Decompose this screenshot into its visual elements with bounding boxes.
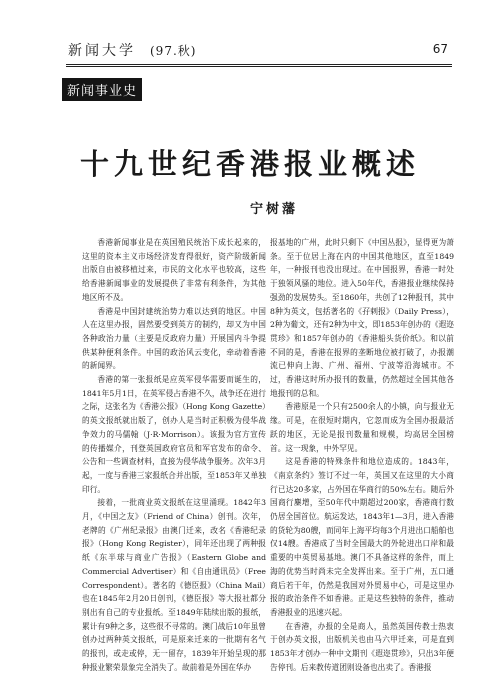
- paragraph-continued: 报基地的广州，此时只剩下《中国丛报》，显得更为萧条。至于位居上海在内的中国其他地区，直至1849年，一种报刊也没出现过。在中国报界，香港一时处于独领风骚的地位。进入50年代，香港报业继续保持强劲的发展势头。至1860年，共创了12种报刊，其中8种为英文，包括著名的《孖剌报》（Daily Press），2种为葡文，还有2种为中文，即1853年创办的《遐迩贯珍》和1857年创办的《香港船头货价纸》。和以前不同的是，香港在报界的垄断地位被打破了，办报潮流已伸向上海、广州、福州、宁波等沿海城市。不过，香港这时所办报刊的数量，仍然超过全国其他各地报刊的总和。: [270, 238, 454, 398]
- header-rule-bottom: [66, 66, 452, 67]
- paragraph: 这是香港的特殊条件和地位造成的。1843年，《南京条约》签订不过一年，英国又在这里的大小商行已达20多家，占外国在华商行的50%左右。随后外国商行麇增，至50年代中期超过200家，香港商行数仍居全国首位。航运发达，1843年1—3月，进入香港的货轮为80艘，而同年上海平均每3个月进出口船舶也仅14艘。香港成了当时全国最大的外轮进出口岸和最重要的中英贸易基地。澳门不具备这样的条件，而上海的优势当时尚未完全发挥出来。至于广州，五口通商后若干年，仍然是我国对外贸易中心，可是这里办报的政治条件不如香港。正是这些独特的条件，推动香港报业的迅速兴起。: [270, 457, 454, 617]
- running-header: [68, 40, 448, 60]
- right-column: [270, 236, 454, 672]
- page-number: 67: [432, 42, 448, 56]
- journal-name: 新闻大学: [68, 43, 136, 59]
- paragraph: 香港原是一个只有2500余人的小镇，向与报业无缘。可是，在很短时期内，它忽而成为全国办报最活跃的地区，无论是报刊数量和规模，均高居全国榜首。这一现象，中外罕见。: [270, 402, 454, 453]
- left-column: [82, 236, 266, 672]
- paragraph: 香港的第一张报纸是应英军侵华需要而诞生的，1841年5月1日，在英军侵占香港不久，战争还在进行之际，这张名为《香港公报》（Hong Kong Gazette）的英文报纸就出版了，创办人是当时正积极为侵华战争效力的马儒翰（J·R·Morrison）。该报为官方宣传的传播媒介，刊登英国政府官员和军官发布的命令、公告和一些调查材料，直接为侵华战争服务。次年3月起，一度与香港三家报纸合并出版，至1853年又单独印行。: [82, 375, 266, 494]
- header-rule-top: [66, 64, 452, 65]
- paragraph: 接着，一批商业英文报纸在这里涌现。1842年3月，《中国之友》（Friend of China）创刊。次年，老牌的《广州纪录报》由澳门迁来，改名《香港纪录报》（Hong Kong Register），同年还出现了两种报纸《东半球与商业广告报》（Eastern Globe and Commercial Advertiser）和《自由通讯员》（Free Correspondent）。著名的《德臣报》（China Mail）也在1845年2月20日创刊，《德臣报》等大报社都分别出有自己的专业报纸。至1849年陆续出版的报纸，累计有9种之多，这些很不寻常的。澳门战后10年虽曾创办过两种英文报纸，可是原来迁来的一批期有名气的报刊，或走或停，无一留存，1839年开始呈现的那种报业繁荣景象完全消失了。故前着是外国在华办: [82, 498, 266, 672]
- section-tag: 新闻事业史: [62, 78, 142, 101]
- article-author: 宁树藩: [250, 202, 299, 217]
- paragraph: 在香港，办报的全是商人，虽然英国传教士热衷于创办英文报，出版机关也由马六甲迁来，可是直到1853年才创办一种中文期刊《遐迩贯珍》，只出3年便告停刊。后来教传道团则设备也出卖了。香港报: [270, 621, 454, 672]
- article-title: 十九世纪香港报业概述: [79, 147, 420, 181]
- paragraph: 香港是中国封建统治势力难以达到的地区。中国人在这里办报，固然要受到英方的制约，却又为中国各种政治力量（主要是反政府力量）开展国内斗争提供某种便利条件。中国的政治风云变化，牵动着香港的新闻界。: [82, 306, 266, 371]
- paragraph: 香港新闻事业是在英国殖民统治下成长起来的，这里的资本主义市场经济发育得很好，资产阶级新闻出版自由被移植过来，市民的文化水平也较高，这些给香港新闻事业的发展提供了非常有利条件，为其他地区所不及。: [82, 238, 266, 302]
- issue-label: (97.秋): [150, 44, 197, 58]
